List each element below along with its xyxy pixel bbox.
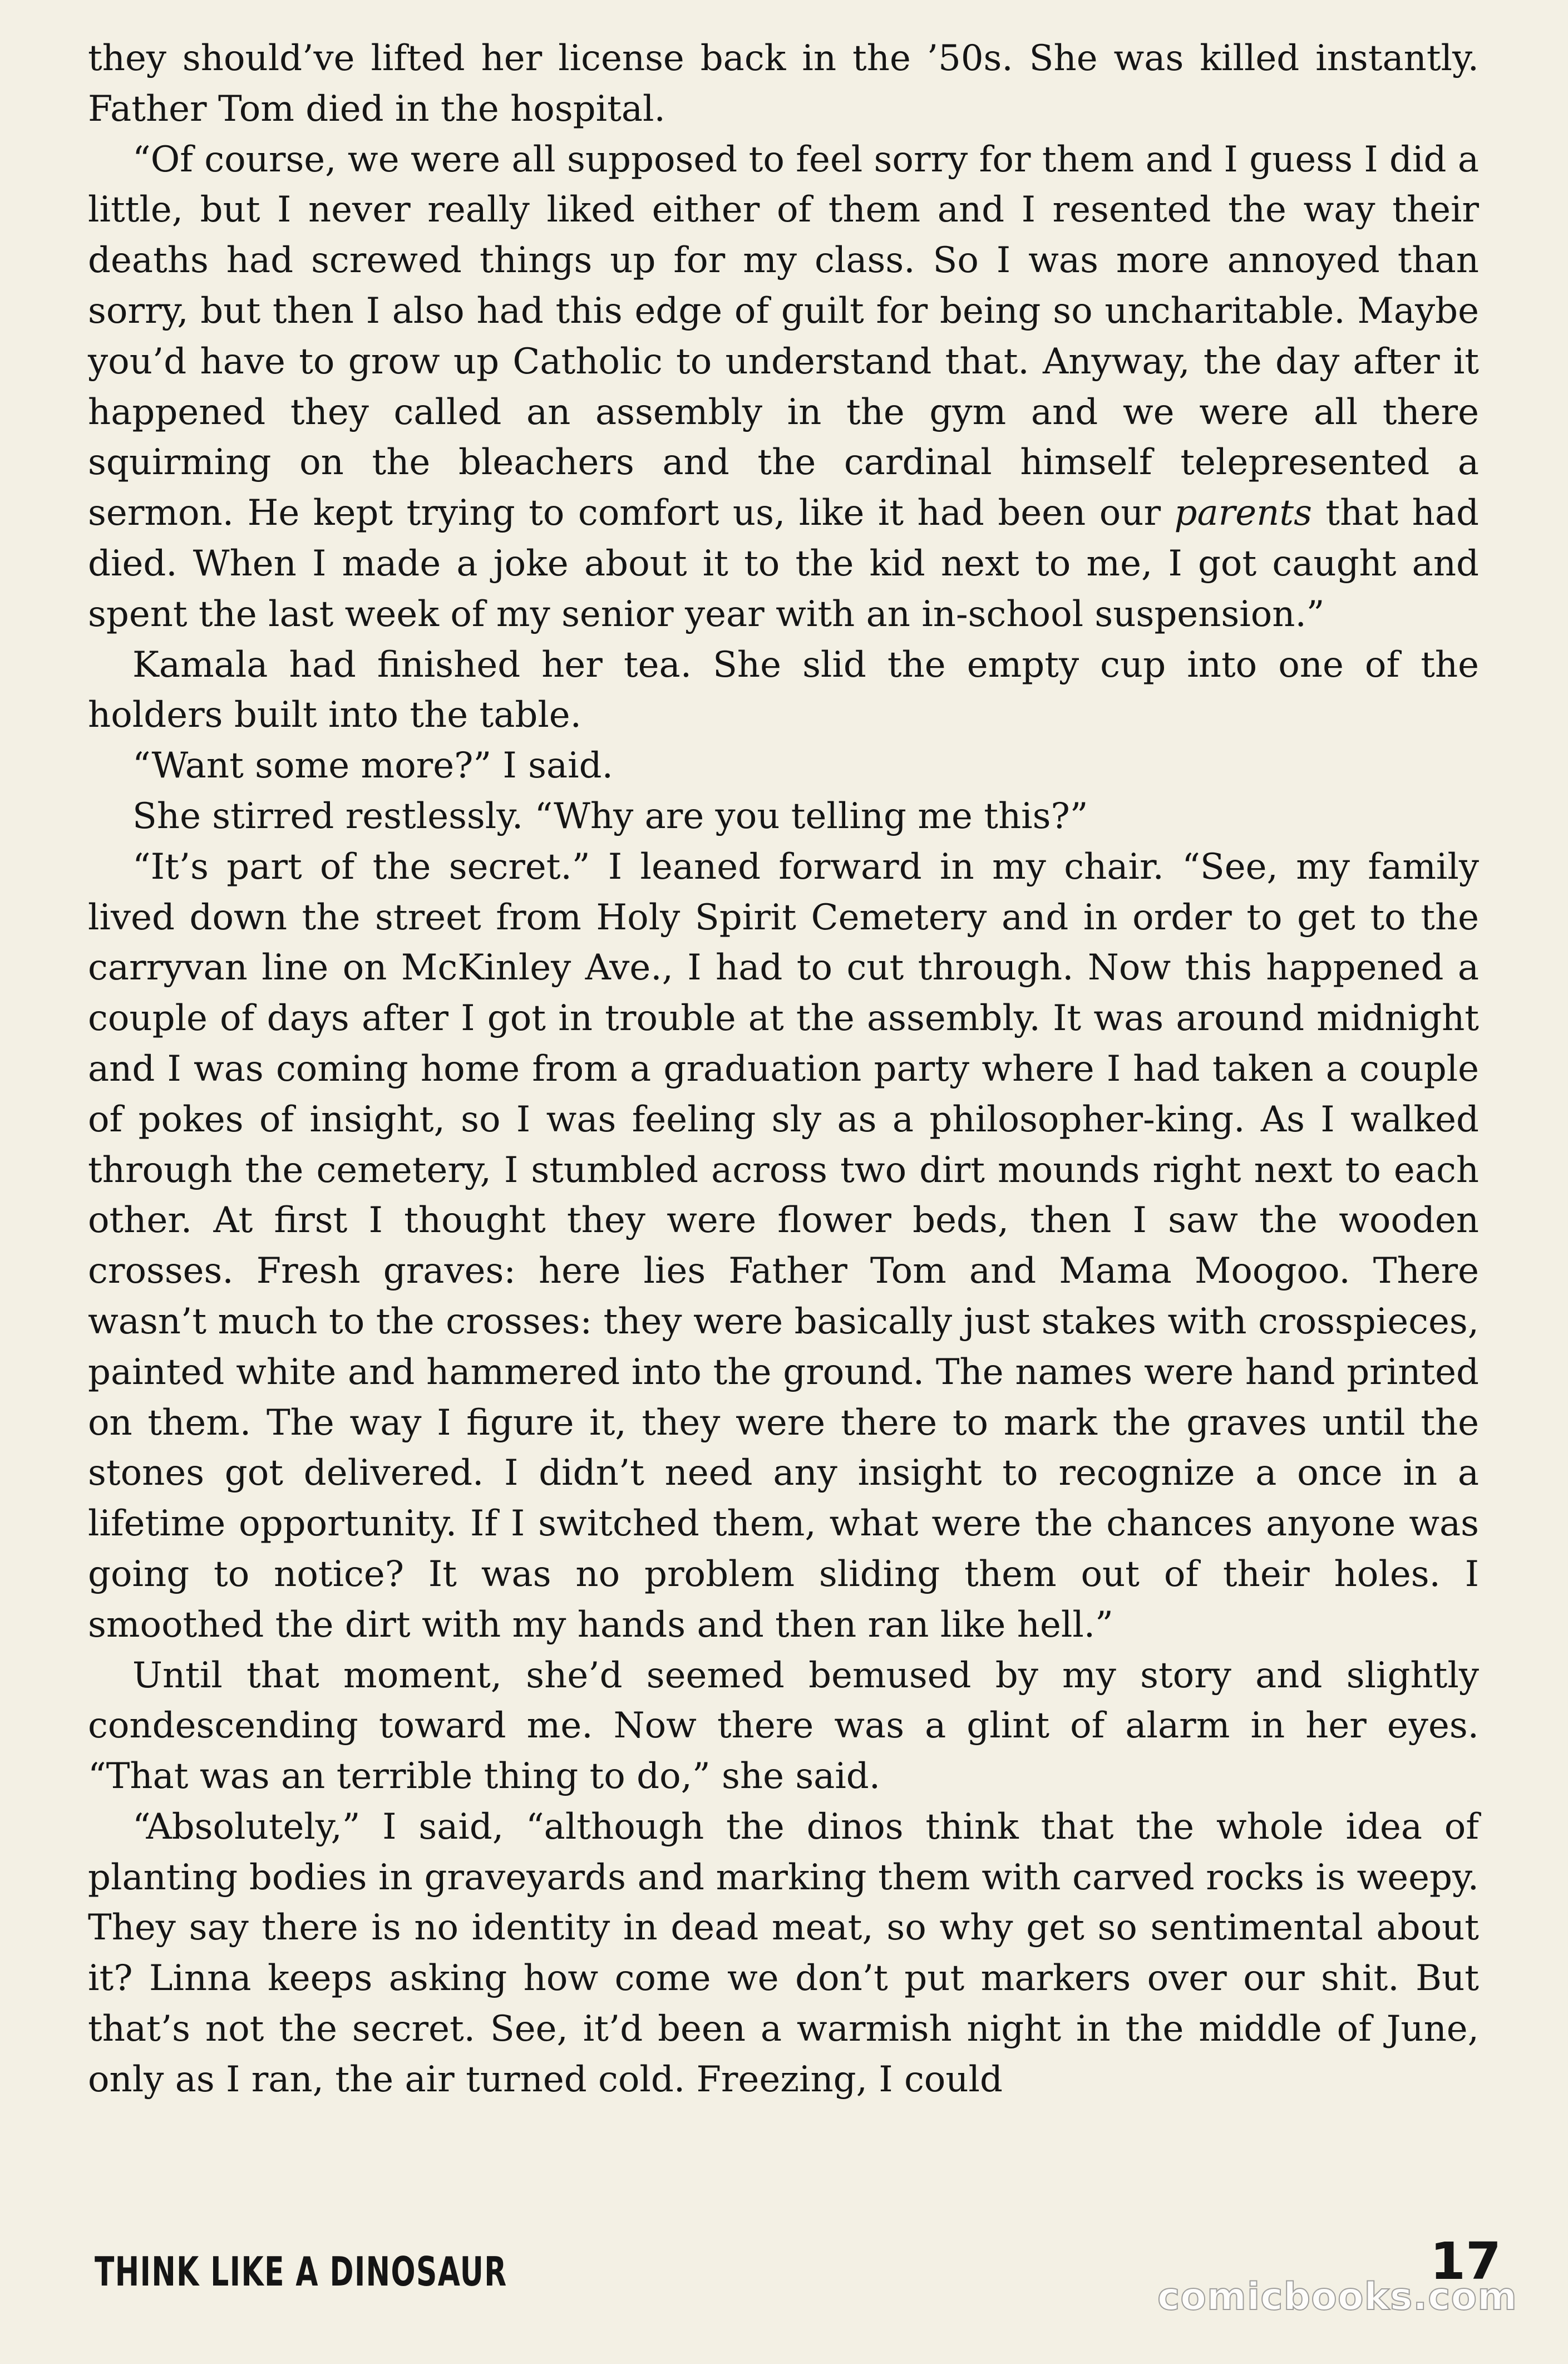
running-footer-title: THINK LIKE A DINOSAUR <box>95 2248 507 2295</box>
paragraph-4: “Want some more?” I said. <box>132 745 613 787</box>
paragraph-8: “Absolutely,” I said, “although the dinos think that the whole idea of planting bodies in graveyards and marking them with carved rocks is weepy. They say there is no identity in dead meat, so why get so sentimental about it? Linna keeps asking how come we don’t put markers over our shit. But that’s not the secret. See, it’d been a warmish night in the middle of June, only as I ran, the air turned cold. Freezing, I could <box>88 1806 1479 2100</box>
paragraph-2-text-a: “Of course, we were all supposed to feel sorry for them and I guess I did a little, but I never really liked either of them and I resented the way their deaths had screwed things up for my class. So I was more annoyed than sorry, but then I also had this edge of guilt for being so uncharitable. Maybe you’d have to grow up Catholic to understand that. Anyway, the day after it happened they called an assembly in the gym and we were all there squirming on the bleachers and the cardinal himself telepresented a sermon. He kept trying to comfort us, like it had been our <box>88 139 1479 534</box>
page-number: 17 <box>1430 2232 1502 2291</box>
paragraph-6: “It’s part of the secret.” I leaned forward in my chair. “See, my family lived down the street from Holy Spirit Cemetery and in order to get to the carryvan line on McKinley Ave., I had to cut through. Now this happened a couple of days after I got in trouble at the assembly. It was around midnight and I was coming home from a graduation party where I had taken a couple of pokes of insight, so I was feeling sly as a philosopher-king. As I walked through the cemetery, I stumbled across two dirt mounds right next to each other. At first I thought they were flower beds, then I saw the wooden crosses. Fresh graves: here lies Father Tom and Mama Moogoo. There wasn’t much to the crosses: they were basically just stakes with crosspieces, painted white and hammered into the ground. The names were hand printed on them. The way I figure it, they were there to mark the graves until the stones got delivered. I didn’t need any insight to recognize a once in a lifetime opportunity. If I switched them, what were the chances anyone was going to notice? It was no problem sliding them out of their holes. I smoothed the dirt with my hands and then ran like hell.” <box>88 846 1479 1646</box>
paragraph-1 <box>88 33 1479 135</box>
paragraph-2-italic: parents <box>1174 493 1312 534</box>
paragraph-7: Until that moment, she’d seemed bemused by my story and slightly condescending toward me. Now there was a glint of alarm in her eyes. “That was an terrible thing to do,” she said. <box>88 1654 1479 1797</box>
paragraph-5: She stirred restlessly. “Why are you telling me this?” <box>132 795 1088 837</box>
watermark: comicbooks.com <box>1157 2275 1518 2319</box>
paragraph-2 <box>88 135 1479 640</box>
body-text <box>88 33 1479 2105</box>
paragraph-3: Kamala had finished her tea. She slid the empty cup into one of the holders built into the table. <box>88 644 1479 736</box>
paragraph-1-text: they should’ve lifted her license back in the ’50s. She was killed instantly. Father Tom died in the hospital. <box>88 38 1479 130</box>
paragraph-2-text-b: that had died. When I made a joke about it to the kid next to me, I got caught and spent the last week of my senior year with an in-school suspension.” <box>88 493 1479 635</box>
